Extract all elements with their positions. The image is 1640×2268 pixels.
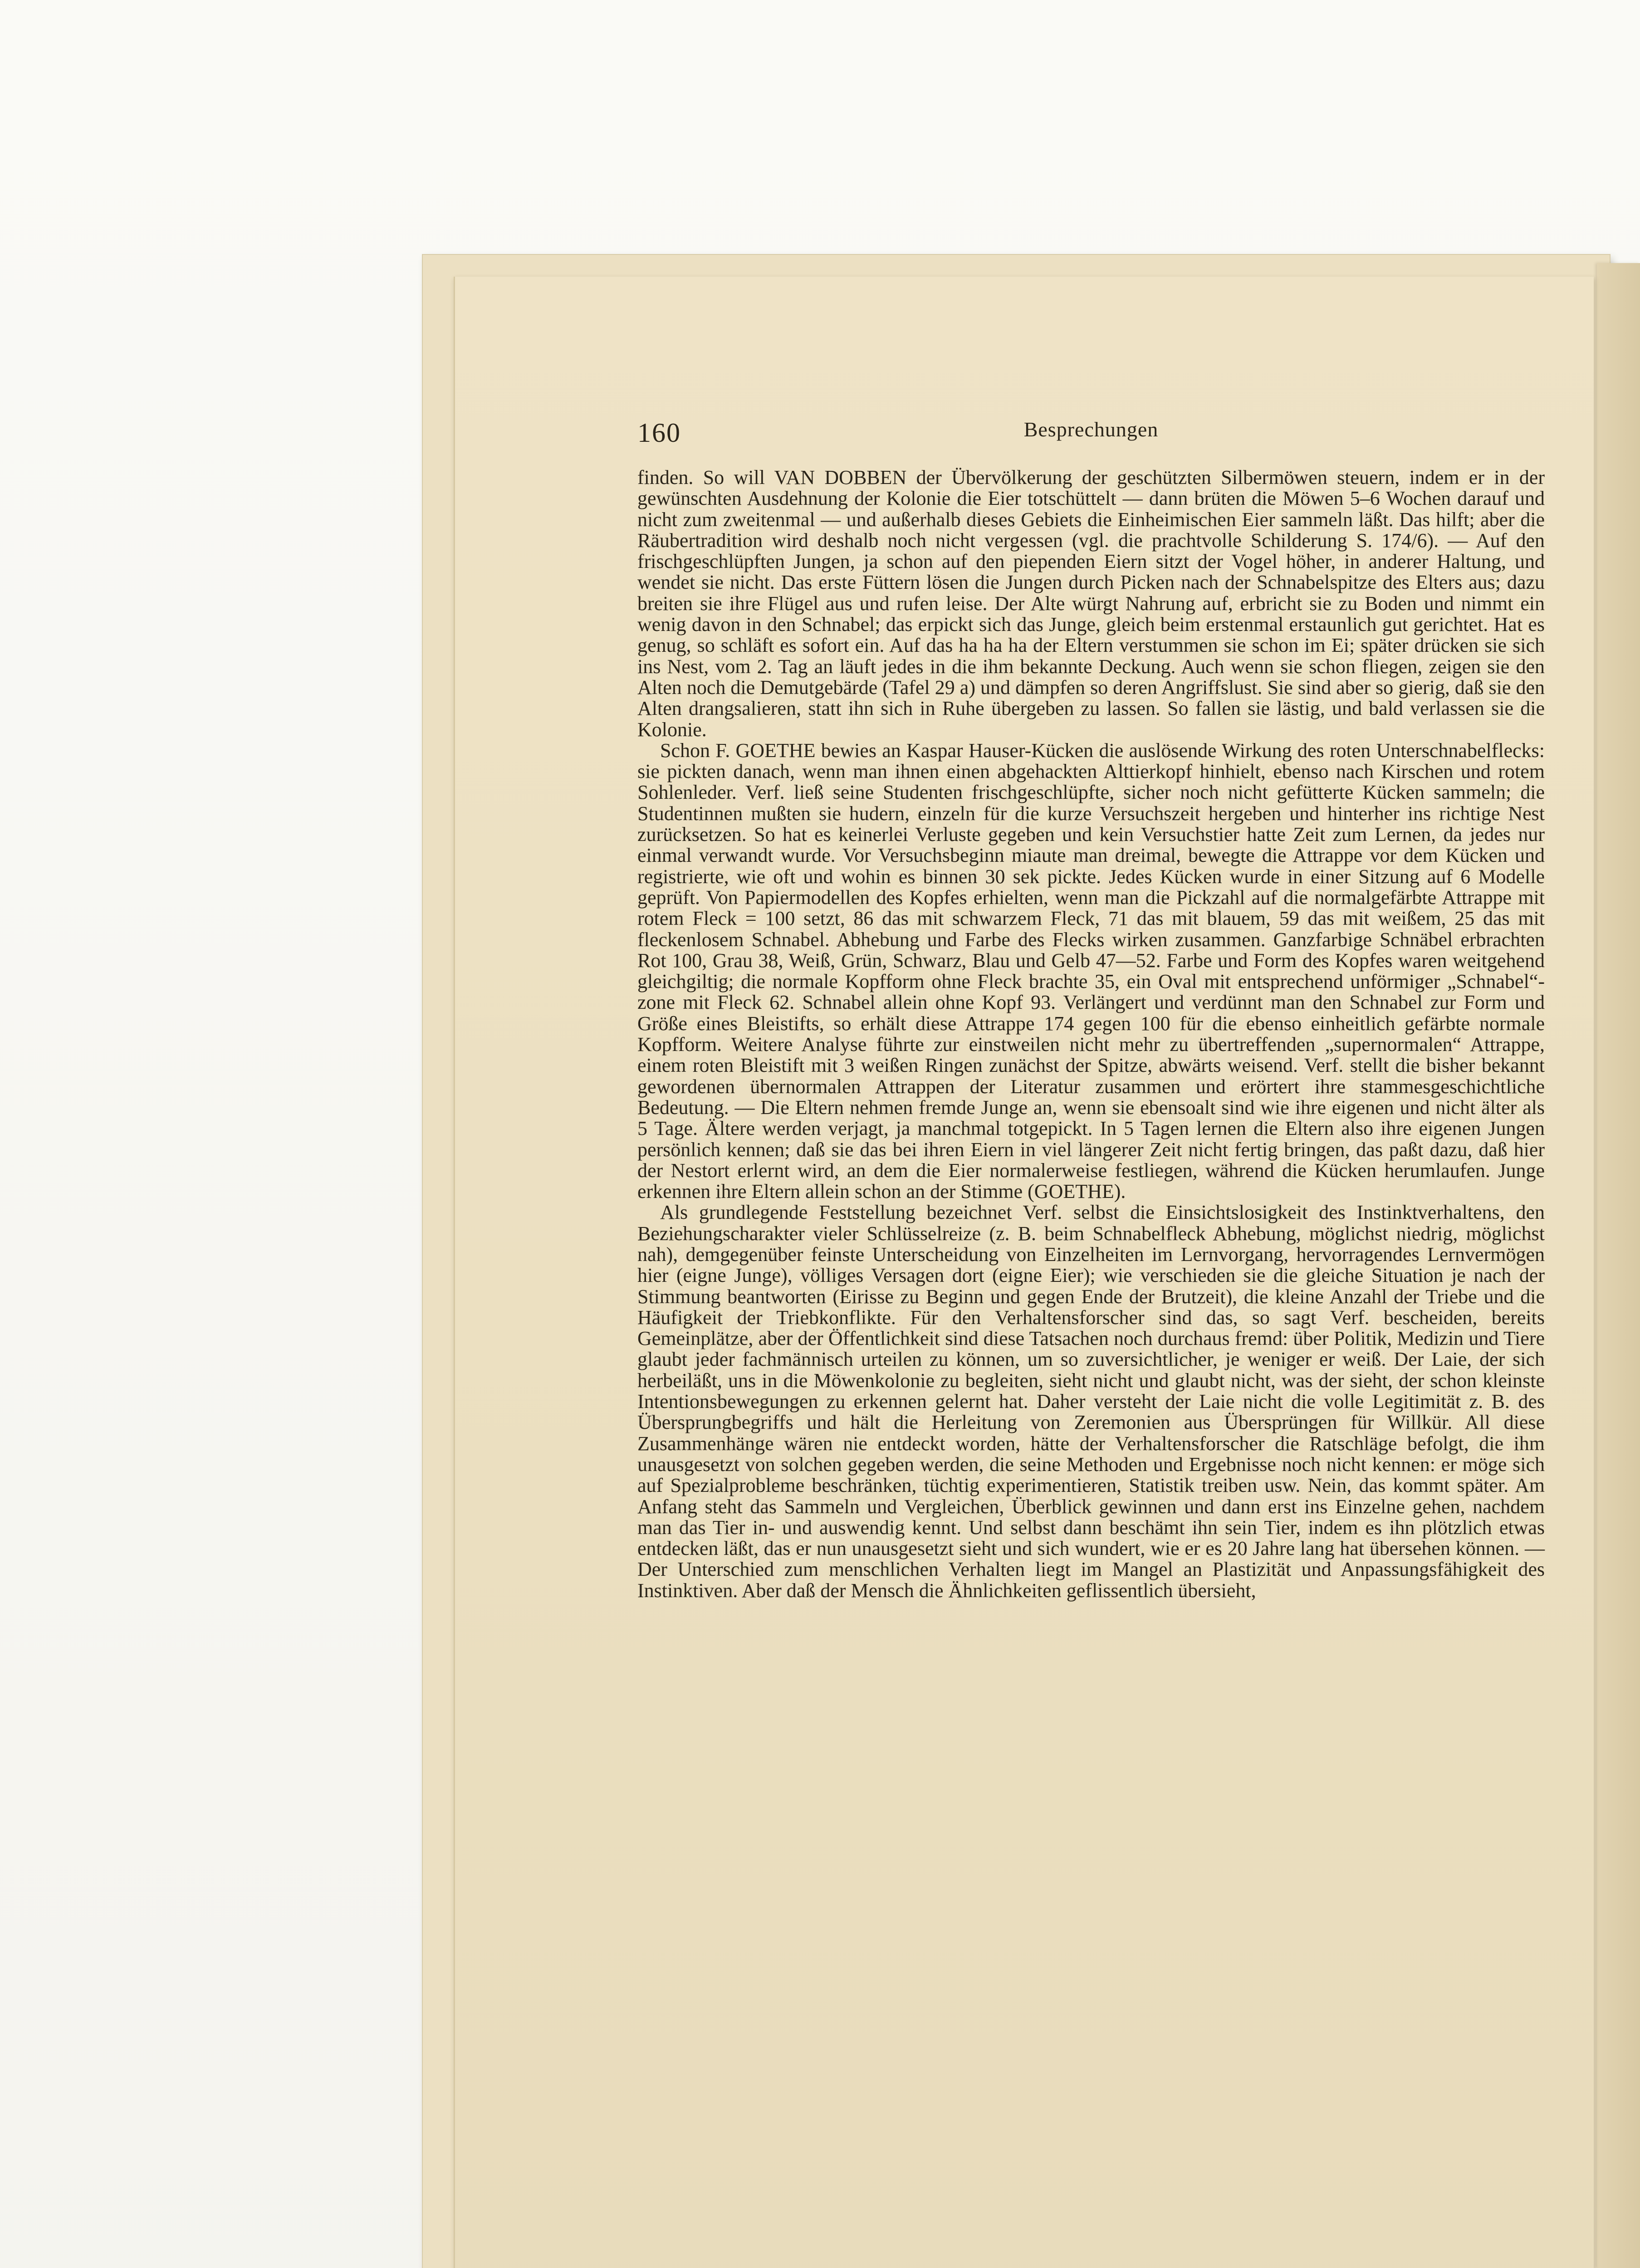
page-content — [637, 417, 1545, 1601]
adjacent-page-edge — [1597, 263, 1640, 2268]
paragraph-1: finden. So will VAN DOBBEN der Übervölkerung der geschützten Silbermöwen steuern, indem er in der gewünschten Ausdehnung der Kolonie die Eier totschüttelt — dann brüten die Möwen 5–6 Wochen darauf und nicht zum zweitenmal — und außerhalb dieses Gebiets die Einheimischen Eier sammeln läßt. Das hilft; aber die Räubertradition wird deshalb noch nicht vergessen (vgl. die prachtvolle Schilderung S. 174/6). — Auf den frischgeschlüpften Jungen, ja schon auf den piependen Eiern sitzt der Vogel höher, in anderer Haltung, und wendet sie nicht. Das erste Füttern lösen die Jungen durch Picken nach der Schnabelspitze des Elters aus; dazu breiten sie ihre Flügel aus und rufen leise. Der Alte würgt Nahrung auf, erbricht sie zu Boden und nimmt ein wenig davon in den Schnabel; das erpickt sich das Junge, gleich beim erstenmal erstaunlich gut gerichtet. Hat es genug, so schläft es sofort ein. Auf das ha ha ha der Eltern verstummen sie schon im Ei; später drücken sie sich ins Nest, vom 2. Tag an läuft jedes in die ihm bekannte Deckung. Auch wenn sie schon fliegen, zeigen sie den Alten noch die Demutgebärde (Tafel 29 a) und dämpfen so deren Angriffslust. Sie sind aber so gierig, daß sie den Alten drangsalieren, statt ihn sich in Ruhe übergeben zu lassen. So fallen sie lästig, und bald verlassen sie die Kolonie. — [637, 466, 1545, 741]
paragraph-3: Als grundlegende Feststellung bezeichnet Verf. selbst die Einsichtslosigkeit des Instinktverhaltens, den Beziehungscharakter vieler Schlüsselreize (z. B. beim Schnabelfleck Abhebung, möglichst niedrig, möglichst nah), demgegenüber feinste Unterscheidung von Einzelheiten im Lernvorgang, hervorragendes Lernvermögen hier (eigne Junge), völliges Versagen dort (eigne Eier); wie verschieden sie die gleiche Situation je nach der Stimmung beantworten (Eirisse zu Beginn und gegen Ende der Brutzeit), die kleine Anzahl der Triebe und die Häufigkeit der Triebkonflikte. Für den Verhaltensforscher sind das, so sagt Verf. bescheiden, bereits Gemeinplätze, aber der Öffentlichkeit sind diese Tatsachen noch durchaus fremd: über Politik, Medizin und Tiere glaubt jeder fachmännisch urteilen zu können, um so zuversichtlicher, je weniger er weiß. Der Laie, der sich herbeiläßt, uns in die Möwenkolonie zu begleiten, sieht nicht und glaubt nicht, was der sieht, der schon kleinste Intentionsbewegungen zu erkennen gelernt hat. Daher versteht der Laie nicht die volle Legitimität z. B. des Übersprungbegriffs und hält die Herleitung von Zeremonien aus Übersprüngen für Willkür. All diese Zusammenhänge wären nie entdeckt worden, hätte der Verhaltensforscher die Ratschläge befolgt, die ihm unausgesetzt von solchen gegeben werden, die seine Methoden und Ergebnisse noch nicht kennen: er möge sich auf Spezialprobleme beschränken, tüchtig experimentieren, Statistik treiben usw. Nein, das kommt später. Am Anfang steht das Sammeln und Vergleichen, Überblick gewinnen und dann erst ins Einzelne gehen, nachdem man das Tier in- und auswendig kennt. Und selbst dann beschämt ihn sein Tier, indem es ihn plötzlich etwas entdecken läßt, das er nun unausgesetzt sieht und sich wundert, wie er es 20 Jahre lang hat übersehen können. — Der Unterschied zum menschlichen Verhalten liegt im Mangel an Plastizität und Anpassungsfähigkeit des Instinktiven. Aber daß der Mensch die Ähnlichkeiten geflissentlich übersieht, — [637, 1201, 1545, 1602]
paragraph-2: Schon F. GOETHE bewies an Kaspar Hauser-Kücken die auslösende Wirkung des roten Unterschnabelflecks: sie pickten danach, wenn man ihnen einen abgehackten Alttierkopf hinhielt, ebenso nach Kirschen und rotem Sohlenleder. Verf. ließ seine Studenten frischgeschlüpfte, sicher noch nicht gefütterte Kücken sammeln; die Studentinnen mußten sie hudern, einzeln für die kurze Versuchszeit hergeben und hinterher ins richtige Nest zurücksetzen. So hat es keinerlei Verluste gegeben und kein Versuchstier hatte Zeit zum Lernen, da jedes nur einmal verwandt wurde. Vor Versuchsbeginn miaute man dreimal, bewegte die Attrappe vor dem Kücken und registrierte, wie oft und wohin es binnen 30 sek pickte. Jedes Kücken wurde in einer Sitzung auf 6 Modelle geprüft. Von Papiermodellen des Kopfes erhielten, wenn man die Pickzahl auf die normalgefärbte Attrappe mit rotem Fleck = 100 setzt, 86 das mit schwarzem Fleck, 71 das mit blauem, 59 das mit weißem, 25 das mit fleckenlosem Schnabel. Abhebung und Farbe des Flecks wirken zusammen. Ganzfarbige Schnäbel erbrachten Rot 100, Grau 38, Weiß, Grün, Schwarz, Blau und Gelb 47—52. Farbe und Form des Kopfes waren weitgehend gleichgiltig; die normale Kopfform ohne Fleck brachte 35, ein Oval mit entsprechend unförmiger „Schnabel“-zone mit Fleck 62. Schnabel allein ohne Kopf 93. Verlängert und verdünnt man den Schnabel zur Form und Größe eines Bleistifts, so erhält diese Attrappe 174 gegen 100 für die ebenso einheitlich gefärbte normale Kopfform. Weitere Analyse führte zur einstweilen nicht mehr zu übertreffenden „supernormalen“ Attrappe, einem roten Bleistift mit 3 weißen Ringen zunächst der Spitze, abwärts weisend. Verf. stellt die bisher bekannt gewordenen übernormalen Attrappen der Literatur zusammen und erörtert ihre stammesgeschichtliche Bedeutung. — Die Eltern nehmen fremde Junge an, wenn sie ebensoalt sind wie ihre eigenen und nicht älter als 5 Tage. Ältere werden verjagt, ja manchmal totgepickt. In 5 Tagen lernen die Eltern also ihre eigenen Jungen persönlich kennen; daß sie das bei ihren Eiern in viel längerer Zeit nicht fertig bringen, das paßt dazu, daß hier der Nestort erlernt wird, an dem die Eier normalerweise festliegen, während die Kücken herumlaufen. Junge erkennen ihre Eltern allein schon an der Stimme (GOETHE). — [637, 739, 1545, 1203]
page-header — [637, 417, 1545, 458]
body-text — [637, 467, 1545, 1601]
running-head: Besprechungen — [1023, 418, 1159, 441]
page-number: 160 — [637, 418, 681, 448]
